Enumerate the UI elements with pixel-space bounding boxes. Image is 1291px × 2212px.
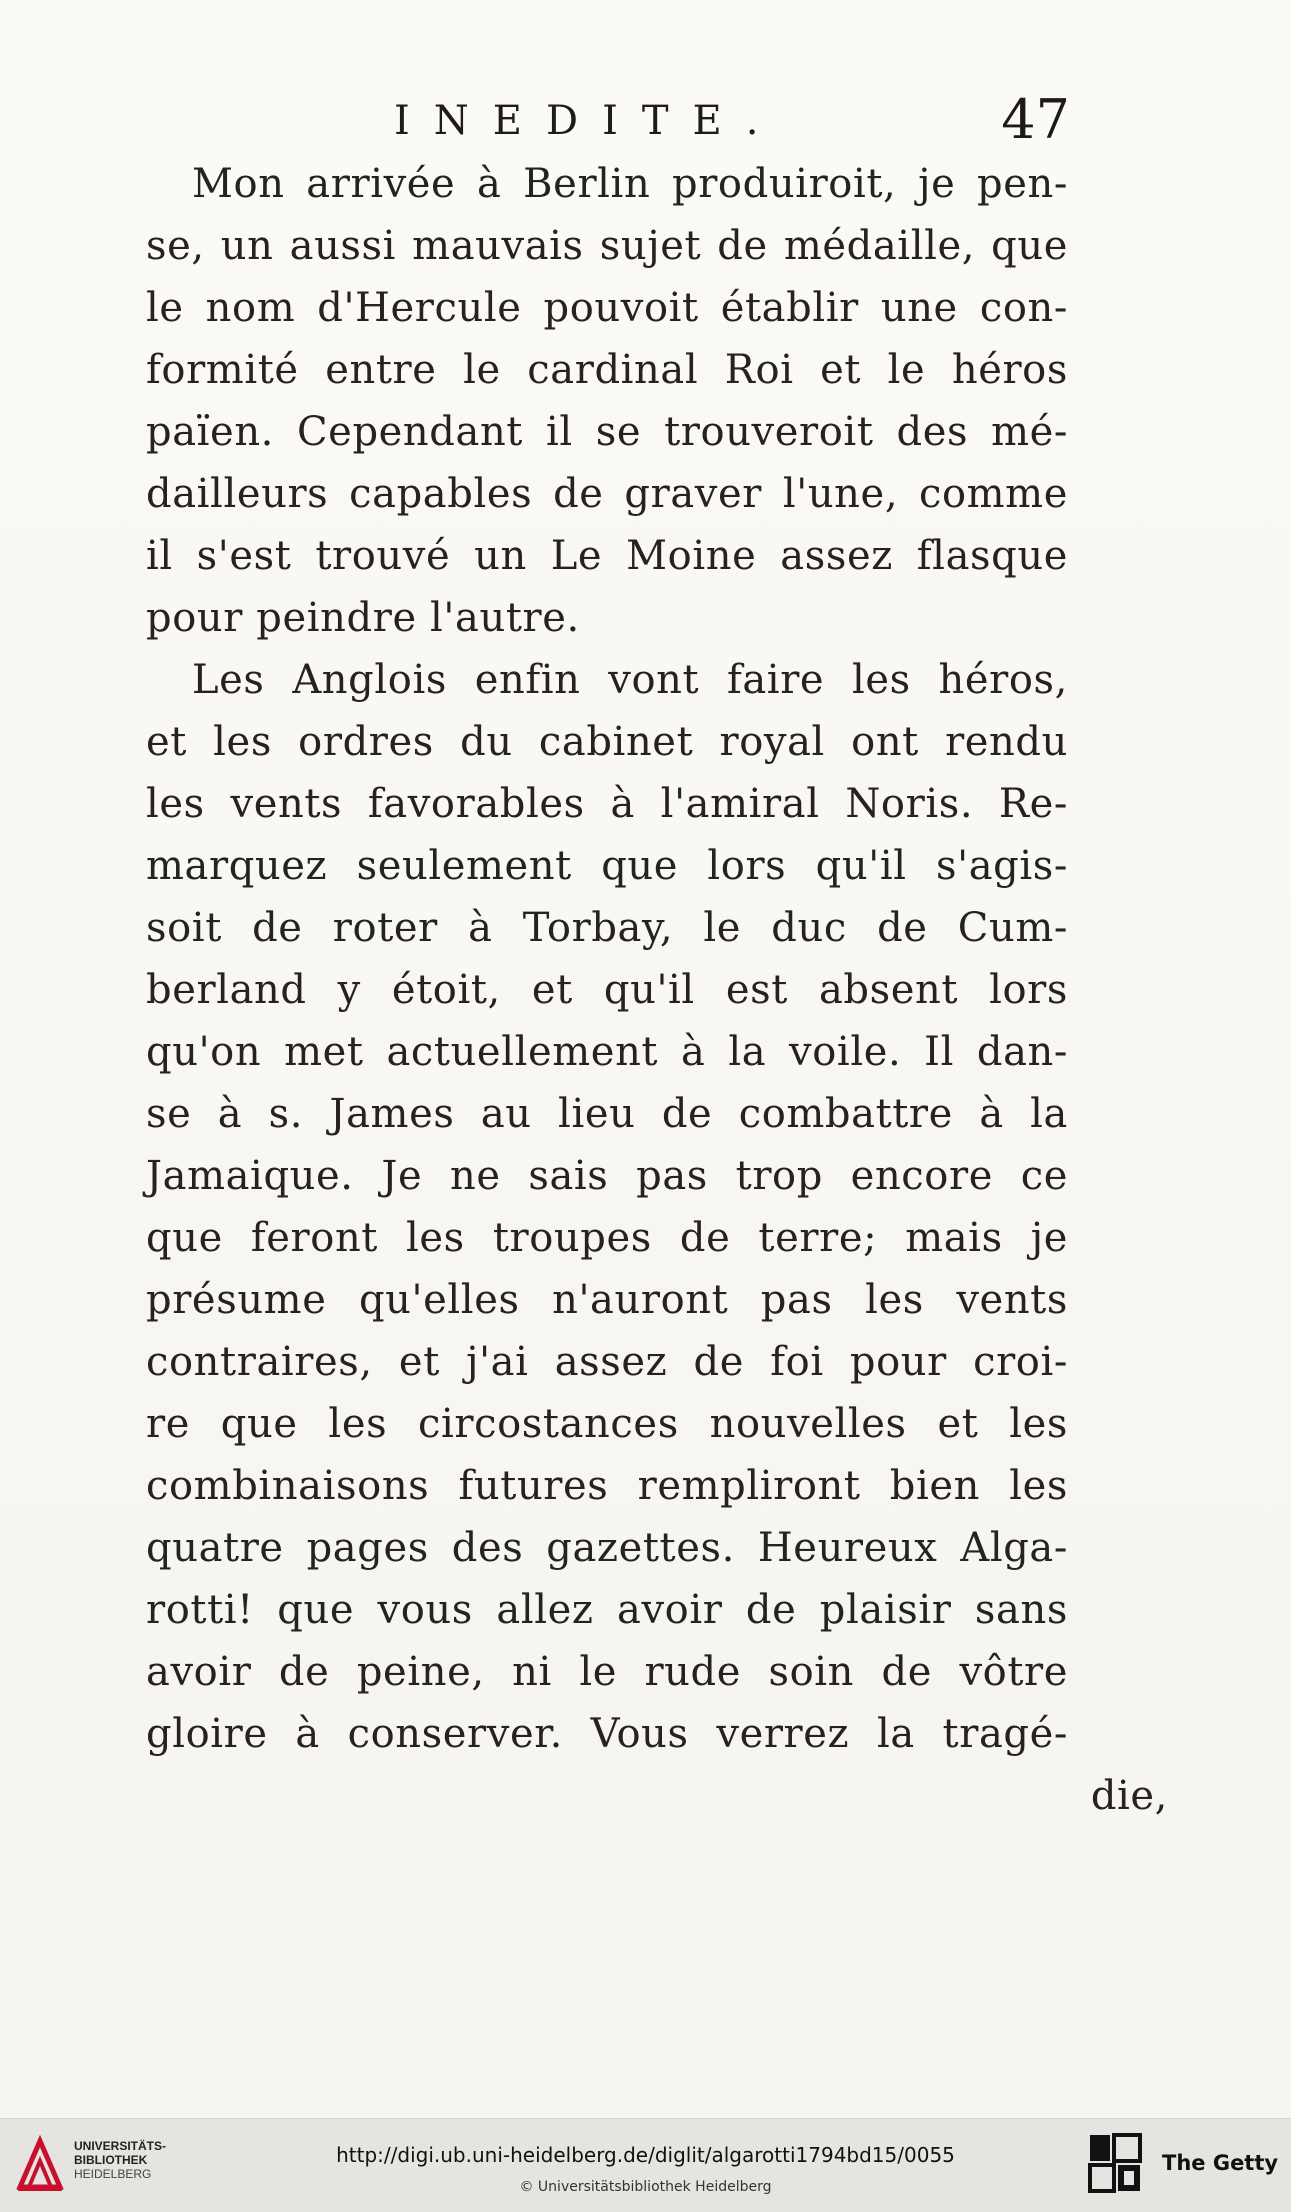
page-header <box>140 88 1070 152</box>
text-line: et les ordres du cabinet royal ont rendu <box>146 719 1068 765</box>
text-line: soit de roter à Torbay, le duc de Cum- <box>146 905 1068 951</box>
library-name-line: UNIVERSITÄTS- <box>74 2139 167 2153</box>
text-line: dailleurs capables de graver l'une, comme <box>146 471 1068 517</box>
getty-logo-icon[interactable] <box>1088 2133 1142 2195</box>
running-title: INEDITE. <box>394 98 783 144</box>
text-line: rotti! que vous allez avoir de plaisir sans <box>146 1587 1068 1633</box>
text-line: présume qu'elles n'auront pas les vents <box>146 1277 1068 1323</box>
text-line: gloire à conserver. Vous verrez la tragé- <box>146 1711 1068 1757</box>
text-line: se à s. James au lieu de combattre à la <box>146 1091 1068 1137</box>
copyright-notice: © Universitätsbibliothek Heidelberg <box>519 2179 772 2195</box>
text-line: Jamaique. Je ne sais pas trop encore ce <box>146 1153 1068 1199</box>
text-line: Mon arrivée à Berlin produiroit, je pen- <box>192 161 1068 207</box>
text-line: re que les circostances nouvelles et les <box>146 1401 1068 1447</box>
text-line: Les Anglois enfin vont faire les héros, <box>192 657 1068 703</box>
text-line: païen. Cependant il se trouveroit des mé- <box>146 409 1068 455</box>
viewer-footer <box>0 2118 1291 2212</box>
text-line: les vents favorables à l'amiral Noris. Re- <box>146 781 1068 827</box>
text-line: marquez seulement que lors qu'il s'agis- <box>146 843 1068 889</box>
library-name-line: HEIDELBERG <box>74 2167 152 2181</box>
text-line: qu'on met actuellement à la voile. Il dan- <box>146 1029 1068 1075</box>
permalink-url[interactable]: http://digi.ub.uni-heidelberg.de/diglit/algarotti1794bd15/0055 <box>336 2143 955 2167</box>
text-line: contraires, et j'ai assez de foi pour croi- <box>146 1339 1068 1385</box>
catchword: die, <box>1090 1773 1168 1819</box>
text-line: se, un aussi mauvais sujet de médaille, que <box>146 223 1068 269</box>
text-line: berland y étoit, et qu'il est absent lors <box>146 967 1068 1013</box>
text-line: que feront les troupes de terre; mais je <box>146 1215 1068 1261</box>
partner-name: The Getty <box>1162 2151 1279 2175</box>
library-name-line: BIBLIOTHEK <box>74 2153 148 2167</box>
text-line: formité entre le cardinal Roi et le héros <box>146 347 1068 393</box>
text-line: le nom d'Hercule pouvoit établir une con- <box>146 285 1068 331</box>
text-line: pour peindre l'autre. <box>146 595 580 641</box>
text-line: avoir de peine, ni le rude soin de vôtre <box>146 1649 1068 1695</box>
page-number: 47 <box>1001 88 1070 151</box>
text-line: il s'est trouvé un Le Moine assez flasque <box>146 533 1068 579</box>
text-line: quatre pages des gazettes. Heureux Alga- <box>146 1525 1068 1571</box>
text-line: combinaisons futures rempliront bien les <box>146 1463 1068 1509</box>
